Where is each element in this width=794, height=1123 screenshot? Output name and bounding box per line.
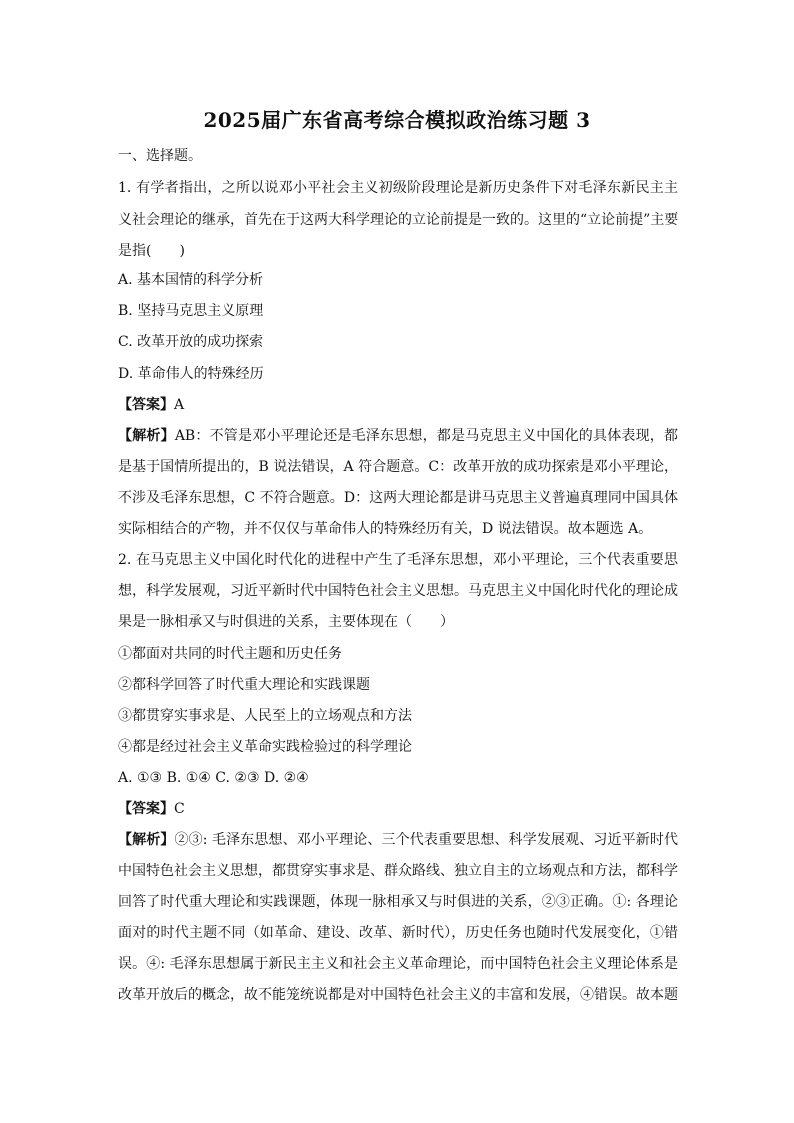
q1-option-c: C. 改革开放的成功探索 (118, 334, 264, 350)
q2-analysis-line-3: 回答了时代重大理论和实践课题，体现一脉相承又与时俱进的关系，②③正确。①: 各理论 (118, 894, 678, 910)
bracket-marker: 【解析】 (118, 428, 175, 444)
q2-analysis-line-6: 改革开放后的概念，故不能笼统说都是对中国特色社会主义的丰富和发展，④错误。故本题 (118, 987, 678, 1003)
q2-stem-line-2: 想，科学发展观，习近平新时代中国特色社会主义思想。马克思主义中国化时代化的理论成 (118, 583, 678, 599)
section-heading: 一、选择题。 (118, 148, 202, 164)
q1-option-b: B. 坚持马克思主义原理 (118, 303, 264, 319)
q1-stem-line-3: 是指( ) (118, 243, 185, 259)
q2-item-4: ④都是经过社会主义革命实践检验过的科学理论 (118, 739, 412, 755)
q2-options: A. ①③ B. ①④ C. ②③ D. ②④ (118, 770, 309, 786)
q2-item-3: ③都贯穿实事求是、人民至上的立场观点和方法 (118, 708, 412, 724)
q2-stem-line-3: 果是一脉相承又与时俱进的关系，主要体现在（ ） (118, 614, 454, 630)
q1-analysis-line-4: 实际相结合的产物，并不仅仅与革命伟人的特殊经历有关，D 说法错误。故本题选 A。 (118, 521, 653, 537)
bracket-marker: 【解析】 (118, 832, 175, 848)
q2-analysis-line-1: 【解析】②③: 毛泽东思想、邓小平理论、三个代表重要思想、科学发展观、习近平新时代 (118, 832, 678, 848)
bracket-marker: 【答案】 (118, 801, 174, 817)
q1-option-a: A. 基本国情的科学分析 (118, 272, 264, 288)
q2-analysis-line-2: 中国特色社会主义思想，都贯穿实事求是、群众路线、独立自主的立场观点和方法，都科学 (118, 863, 678, 879)
q2-stem-line-1: 2. 在马克思主义中国化时代化的进程中产生了毛泽东思想，邓小平理论，三个代表重要思 (118, 552, 678, 568)
q1-analysis-line-2: 是基于国情所提出的，B 说法错误，A 符合题意。C：改革开放的成功探索是邓小平理论， (118, 459, 678, 475)
q2-item-1: ①都面对共同的时代主题和历史任务 (118, 646, 342, 662)
q2-analysis-line-4: 面对的时代主题不同（如革命、建设、改革、新时代），历史任务也随时代发展变化，①错 (118, 925, 678, 941)
bracket-marker: 【答案】 (118, 397, 174, 413)
q1-stem-line-1: 1. 有学者指出，之所以说邓小平社会主义初级阶段理论是新历史条件下对毛泽东新民主主 (118, 180, 678, 196)
q1-analysis-line-3: 不涉及毛泽东思想，C 不符合题意。D：这两大理论都是讲马克思主义普遍真理同中国具体 (118, 490, 678, 506)
q1-answer: 【答案】A (118, 397, 185, 413)
q2-analysis-line-5: 误。④: 毛泽东思想属于新民主主义和社会主义革命理论，而中国特色社会主义理论体系是 (118, 956, 678, 972)
q2-answer: 【答案】C (118, 801, 185, 817)
page-title: 2025届广东省高考综合模拟政治练习题 3 (203, 108, 591, 132)
q2-item-2: ②都科学回答了时代重大理论和实践课题 (118, 677, 370, 693)
q1-stem-line-2: 义社会理论的继承，首先在于这两大科学理论的立论前提是一致的。这里的“立论前提”主要 (118, 212, 678, 228)
q1-option-d: D. 革命伟人的特殊经历 (118, 366, 264, 382)
q1-analysis-line-1: 【解析】AB：不管是邓小平理论还是毛泽东思想，都是马克思主义中国化的具体表现，都 (118, 428, 678, 444)
